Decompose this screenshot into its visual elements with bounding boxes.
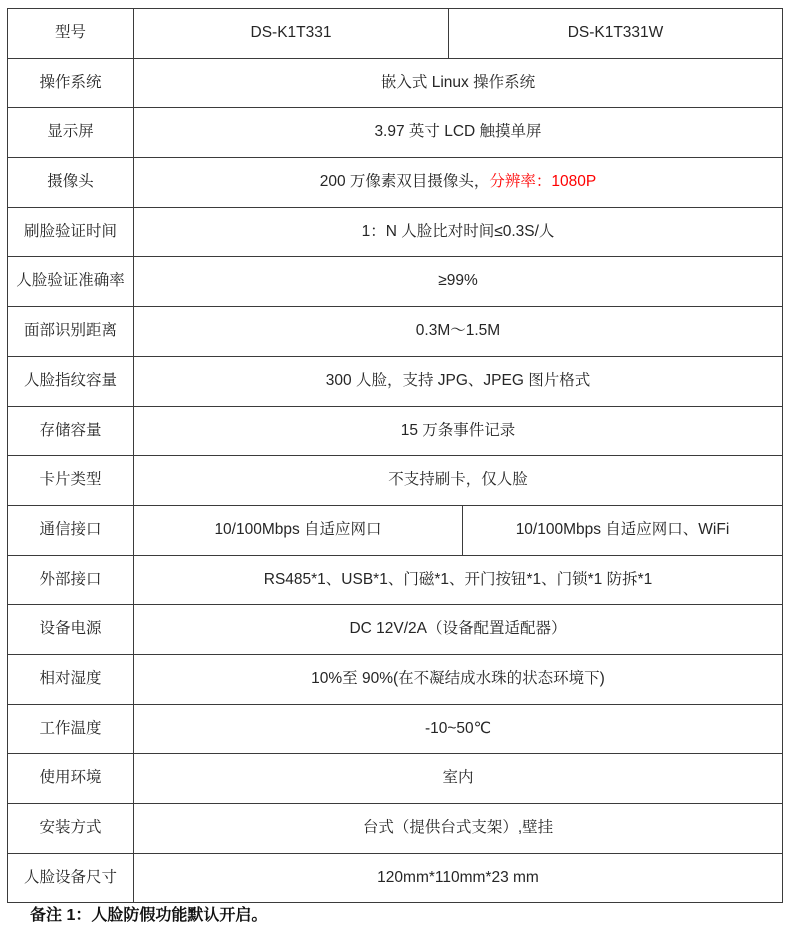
row-label-face-capacity: 人脸指纹容量 — [23, 371, 117, 389]
table-row-power — [8, 604, 782, 654]
camera-value-text: 200 万像素双目摄像头， — [319, 173, 490, 191]
row-value-display: 3.97 英寸 LCD 触摸单屏 — [133, 108, 782, 157]
table-row-installation — [8, 803, 782, 853]
row-label-verify-time: 刷脸验证时间 — [23, 222, 117, 240]
row-value-installation: 台式（提供台式支架）,壁挂 — [133, 804, 782, 853]
row-label-distance: 面部识别距离 — [23, 322, 117, 340]
row-label-display: 显示屏 — [47, 123, 94, 141]
table-row-camera — [8, 157, 782, 207]
row-value-distance: 0.3M～1.5M — [133, 307, 782, 356]
row-value-storage: 15 万条事件记录 — [133, 407, 782, 456]
row-label-external-if: 外部接口 — [39, 570, 102, 588]
row-value-camera — [133, 158, 782, 207]
row-label-power: 设备电源 — [39, 620, 102, 638]
row-label-dimensions: 人脸设备尺寸 — [23, 868, 117, 886]
table-row-humidity — [8, 654, 782, 704]
row-label-environment: 使用环境 — [39, 769, 102, 787]
model-value-1: DS-K1T331 — [133, 9, 448, 58]
row-value-humidity: 10%至 90%(在不凝结成水珠的状态环境下) — [133, 655, 782, 704]
row-value-verify-time: 1：N 人脸比对时间≤0.3S/人 — [133, 208, 782, 257]
row-label-installation: 安装方式 — [39, 819, 102, 837]
table-row-model — [8, 9, 782, 58]
row-label-model: 型号 — [54, 24, 86, 42]
row-value-os: 嵌入式 Linux 操作系统 — [133, 59, 782, 108]
table-row-temperature — [8, 704, 782, 754]
table-row-face-capacity — [8, 356, 782, 406]
model-value-2: DS-K1T331W — [448, 9, 782, 58]
camera-resolution-highlight: 分辨率：1080P — [489, 173, 597, 191]
table-row-external-if — [8, 555, 782, 605]
table-row-storage — [8, 406, 782, 456]
row-value-card-type: 不支持刷卡，仅人脸 — [133, 456, 782, 505]
row-value-accuracy: ≥99% — [133, 257, 782, 306]
row-label-accuracy: 人脸验证准确率 — [16, 272, 125, 290]
comm-value-1: 10/100Mbps 自适应网口 — [133, 506, 462, 555]
row-value-external-if: RS485*1、USB*1、门磁*1、开门按钮*1、门锁*1 防拆*1 — [133, 556, 782, 605]
row-label-card-type: 卡片类型 — [39, 471, 102, 489]
row-value-face-capacity: 300 人脸，支持 JPG、JPEG 图片格式 — [133, 357, 782, 406]
row-value-environment: 室内 — [133, 754, 782, 803]
table-row-accuracy — [8, 256, 782, 306]
row-label-temperature: 工作温度 — [39, 719, 102, 737]
table-row-card-type — [8, 455, 782, 505]
table-row-environment — [8, 753, 782, 803]
table-row-verify-time — [8, 207, 782, 257]
row-label-comm: 通信接口 — [39, 520, 102, 538]
table-row-comm — [8, 505, 782, 555]
row-label-os: 操作系统 — [39, 73, 102, 91]
row-label-camera: 摄像头 — [47, 173, 94, 191]
row-value-temperature: -10~50℃ — [133, 705, 782, 754]
row-value-power: DC 12V/2A（设备配置适配器） — [133, 605, 782, 654]
footnote: 备注 1：人脸防假功能默认开启。 — [30, 907, 268, 924]
row-label-storage: 存储容量 — [39, 421, 102, 439]
row-label-humidity: 相对湿度 — [39, 669, 102, 687]
table-row-dimensions — [8, 853, 782, 903]
table-row-os — [8, 58, 782, 108]
row-value-dimensions: 120mm*110mm*23 mm — [133, 854, 782, 903]
table-row-display — [8, 107, 782, 157]
table-row-distance — [8, 306, 782, 356]
spec-table — [7, 8, 783, 903]
comm-value-2: 10/100Mbps 自适应网口、WiFi — [462, 506, 782, 555]
